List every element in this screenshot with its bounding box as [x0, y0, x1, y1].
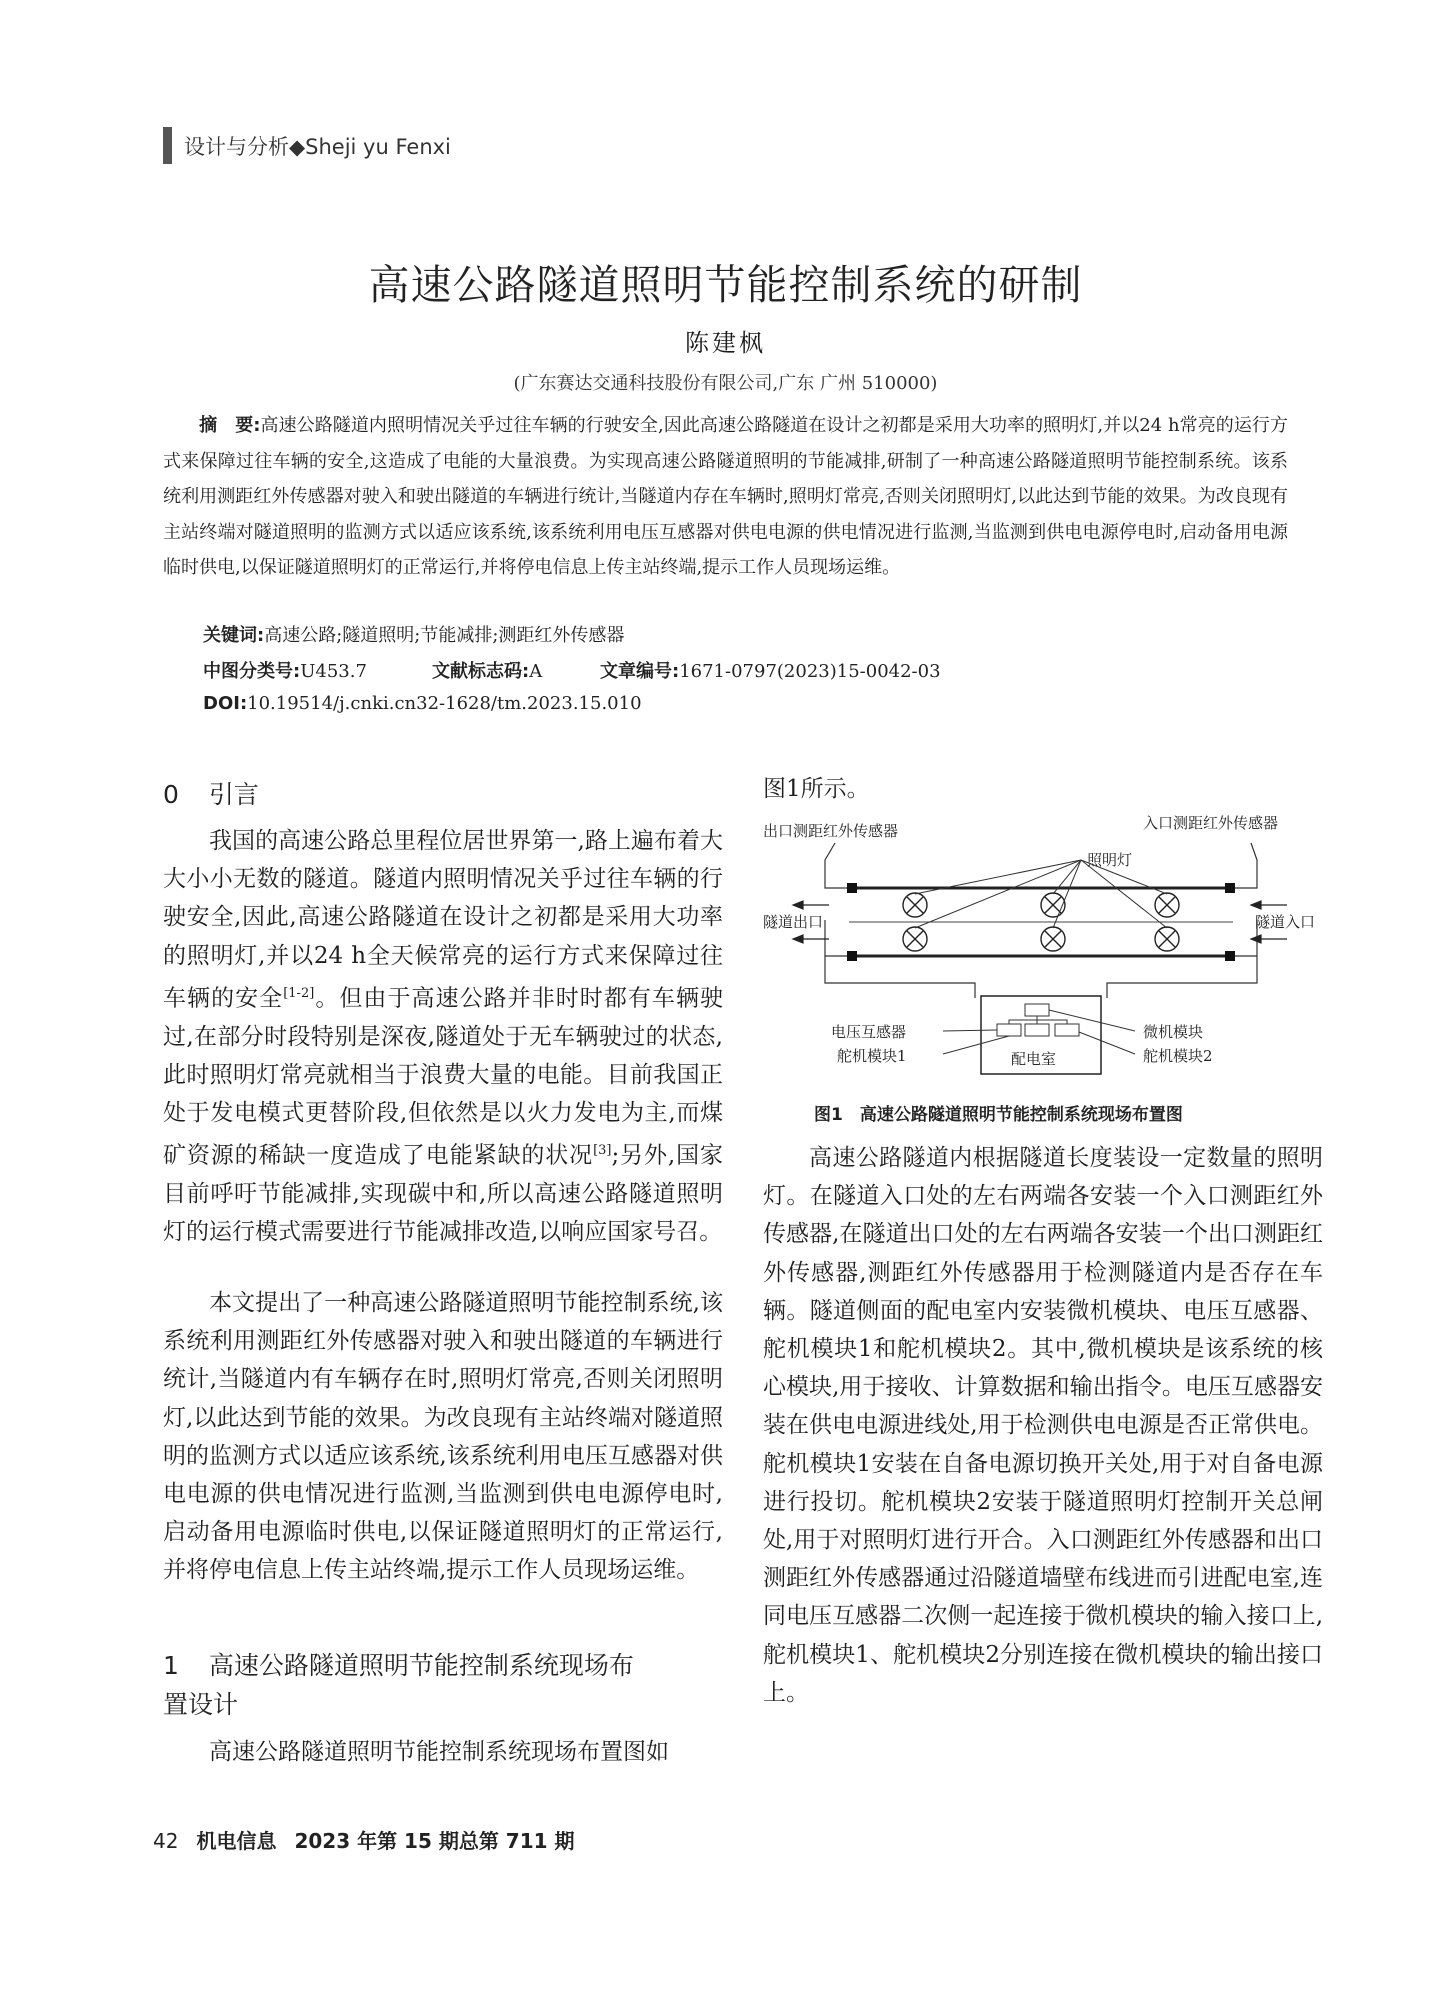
exit-sensor-top	[847, 883, 857, 893]
label-voltage-transformer: 电压互感器	[831, 1023, 907, 1041]
entry-sensor-top	[1225, 883, 1235, 893]
label-entry-sensor: 入口测距红外传感器	[1143, 814, 1279, 832]
label-power-room: 配电室	[1011, 1050, 1057, 1068]
label-tunnel-entry: 隧道入口	[1255, 913, 1316, 931]
keywords-label: 关键词:	[203, 625, 265, 646]
figure-1-caption: 图1 高速公路隧道照明节能控制系统现场布置图	[814, 1105, 1183, 1125]
article-value: 1671-0797(2023)15-0042-03	[679, 661, 941, 682]
page-number: 42	[153, 1829, 179, 1853]
running-head: 设计与分析◆Sheji yu Fenxi	[184, 135, 451, 159]
section-1-title-line2: 置设计	[163, 1690, 239, 1719]
doi	[203, 693, 642, 714]
doccode	[432, 657, 542, 683]
section-0-heading	[163, 775, 259, 811]
doi-label: DOI:	[203, 693, 248, 714]
running-head-bar	[163, 127, 172, 164]
abstract-text: 高速公路隧道内照明情况关乎过往车辆的行驶安全,因此高速公路隧道在设计之初都是采用大功率的照明灯,并以24 h常亮的运行方式来保障过往车辆的安全,这造成了电能的大量浪费。为实现高速公路隧道照明的节能减排,研制了一种高速公路隧道照明节能控制系统。该系统利用测距红外传感器对驶入和驶出隧道的车辆进行统计,当隧道内存在车辆时,照明灯常亮,否则关闭照明灯,以此达到节能的效果。为改良现有主站终端对隧道照明的监测方式以适应该系统,该系统利用电压互感器对供电电源的供电情况进行监测,当监测到供电电源停电时,启动备用电源临时供电,以保证隧道照明灯的正常运行,并将停电信息上传主站终端,提示工作人员现场运维。	[163, 415, 1288, 578]
article-label: 文章编号:	[600, 661, 680, 682]
doccode-label: 文献标志码:	[432, 661, 530, 682]
section-1-paragraph-1: 高速公路隧道照明节能控制系统现场布置图如	[209, 1739, 669, 1765]
section-0-paragraph-1	[163, 822, 723, 1252]
clc-label: 中图分类号:	[203, 661, 301, 682]
keywords-text: 高速公路;隧道照明;节能减排;测距红外传感器	[264, 625, 625, 646]
figure-1-diagram	[763, 808, 1323, 1088]
section-1-title-line1: 高速公路隧道照明节能控制系统现场布	[208, 1651, 634, 1680]
label-servo-1: 舵机模块1	[837, 1047, 907, 1065]
affiliation: (广东赛达交通科技股份有限公司,广东 广州 510000)	[513, 373, 938, 394]
section-0-title: 引言	[208, 780, 259, 809]
citation-3: [3]	[593, 1143, 612, 1159]
abstract	[163, 408, 1288, 586]
label-microcomputer: 微机模块	[1143, 1023, 1204, 1041]
classification-line	[203, 657, 367, 683]
article-number	[600, 657, 941, 683]
issue-info: 2023 年第 15 期总第 711 期	[294, 1829, 575, 1853]
label-exit-sensor: 出口测距红外传感器	[763, 822, 899, 840]
clc-value: U453.7	[300, 661, 367, 682]
label-tunnel-exit: 隧道出口	[763, 913, 824, 931]
section-0-paragraph-2: 本文提出了一种高速公路隧道照明节能控制系统,该系统利用测距红外传感器对驶入和驶出隧道的车辆进行统计,当隧道内有车辆存在时,照明灯常亮,否则关闭照明灯,以此达到节能的效果。为改良现有主站终端对隧道照明的监测方式以适应该系统,该系统利用电压互感器对供电电源的供电情况进行监测,当监测到供电电源停电时,启动备用电源临时供电,以保证隧道照明灯的正常运行,并将停电信息上传主站终端,提示工作人员现场运维。	[163, 1290, 723, 1584]
section-1-number: 1	[163, 1651, 179, 1680]
section-1-heading	[163, 1646, 733, 1724]
p1-part-a: 我国的高速公路总里程位居世界第一,路上遍布着大大小小无数的隧道。隧道内照明情况关乎过往车辆的行驶安全,因此,高速公路隧道在设计之初都是采用大功率的照明灯,并以24 h全天候常亮的运行方式来保障过往车辆的安全	[163, 828, 723, 1012]
figure-reference-continuation: 图1所示。	[763, 776, 870, 802]
doi-value: 10.19514/j.cnki.cn32-1628/tm.2023.15.010	[247, 693, 642, 714]
p1-part-b: 。但由于高速公路并非时时都有车辆驶过,在部分时段特别是深夜,隧道处于无车辆驶过的状态,此时照明灯常亮就相当于浪费大量的电能。目前我国正处于发电模式更替阶段,但依然是以火力发电为主,而煤矿资源的稀缺一度造成了电能紧缺的状况	[163, 985, 724, 1169]
entry-sensor-bottom	[1225, 951, 1235, 961]
exit-sensor-bottom	[847, 951, 857, 961]
p1-part-c: ;另外,国家目前呼吁节能减排,实现碳中和,所以高速公路隧道照明灯的运行模式需要进行节能减排改造,以响应国家号召。	[163, 1142, 724, 1246]
paper-title: 高速公路隧道照明节能控制系统的研制	[368, 261, 1083, 309]
section-0-number: 0	[163, 780, 179, 809]
right-column-paragraph: 高速公路隧道内根据隧道长度装设一定数量的照明灯。在隧道入口处的左右两端各安装一个入口测距红外传感器,在隧道出口处的左右两端各安装一个出口测距红外传感器,测距红外传感器用于检测隧道内是否存在车辆。隧道侧面的配电室内安装微机模块、电压互感器、舵机模块1和舵机模块2。其中,微机模块是该系统的核心模块,用于接收、计算数据和输出指令。电压互感器安装在供电电源进线处,用于检测供电电源是否正常供电。舵机模块1安装在自备电源切换开关处,用于对自备电源进行投切。舵机模块2安装于隧道照明灯控制开关总闸处,用于对照明灯进行开合。入口测距红外传感器和出口测距红外传感器通过沿隧道墙壁布线进而引进配电室,连同电压互感器二次侧一起连接于微机模块的输入接口上,舵机模块1、舵机模块2分别连接在微机模块的输出接口上。	[763, 1145, 1323, 1706]
label-lamp: 照明灯	[1087, 851, 1133, 869]
keywords	[203, 621, 624, 647]
label-servo-2: 舵机模块2	[1143, 1047, 1213, 1065]
page-footer	[153, 1825, 575, 1854]
journal-name: 机电信息	[196, 1829, 277, 1853]
abstract-label: 摘 要:	[199, 415, 261, 436]
author: 陈建枫	[685, 329, 766, 357]
citation-1-2: [1-2]	[283, 985, 315, 1001]
doccode-value: A	[529, 661, 543, 682]
